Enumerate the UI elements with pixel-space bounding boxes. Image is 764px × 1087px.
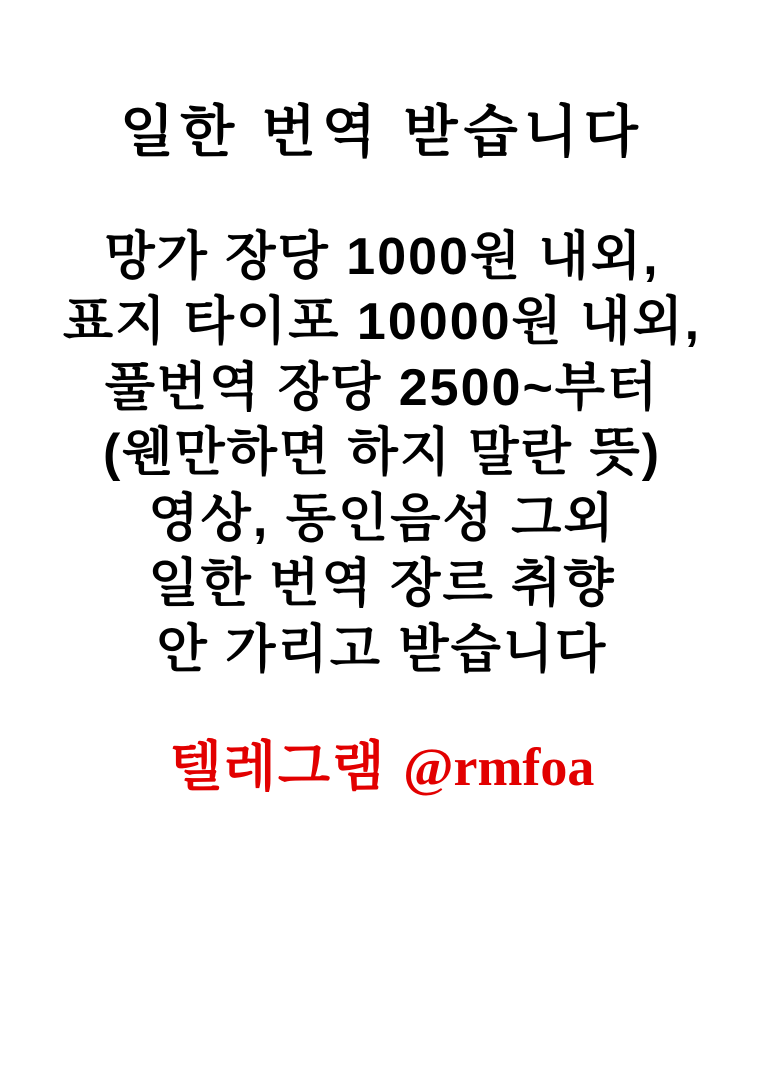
contact-service-label: 텔레그램 [169,737,387,798]
contact-info[interactable] [169,737,595,798]
price-line-manga: 망가 장당 1000원 내외, [104,228,660,286]
scope-line-accepting: 안 가리고 받습니다 [156,620,608,679]
scope-line-genre: 일한 번역 장르 취향 [148,555,616,614]
contact-handle[interactable]: @rmfoa [403,737,595,798]
price-line-full-translation: 풀번역 장당 2500~부터 [104,358,660,417]
price-line-cover-typo: 표지 타이포 10000원 내외, [62,293,702,352]
price-details-block [63,226,701,682]
scope-line-media: 영상, 동인음성 그외 [148,489,616,548]
page-title: 일한 번역 받습니다 [120,100,644,163]
price-line-note: (웬만하면 하지 말란 뜻) [102,424,662,483]
